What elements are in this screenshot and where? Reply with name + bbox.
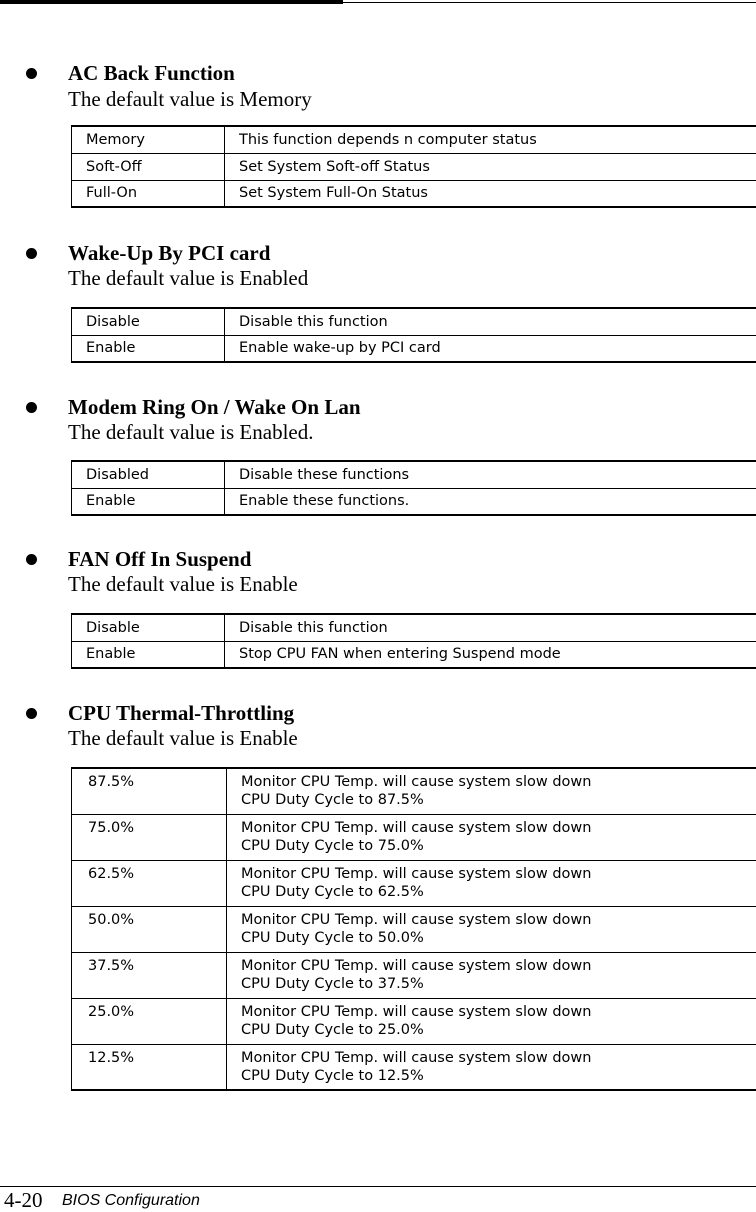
description-line: Monitor CPU Temp. will cause system slow down xyxy=(241,773,756,791)
description-cell: Disable these functions xyxy=(225,461,756,488)
option-cell: Disable xyxy=(72,614,225,641)
table-row xyxy=(72,814,756,860)
option-cell: 50.0% xyxy=(72,906,227,952)
option-cell: 62.5% xyxy=(72,860,227,906)
option-cell: 12.5% xyxy=(72,1044,227,1090)
description-line: CPU Duty Cycle to 37.5% xyxy=(241,975,756,993)
description-line: Monitor CPU Temp. will cause system slow down xyxy=(241,1003,756,1021)
bullet-icon xyxy=(26,68,37,79)
bullet-icon xyxy=(26,248,37,259)
table-row xyxy=(72,952,756,998)
option-cell: Enable xyxy=(72,335,225,362)
options-table xyxy=(71,613,756,669)
description-cell xyxy=(227,952,756,998)
description-line: CPU Duty Cycle to 87.5% xyxy=(241,791,756,809)
description-cell: Disable this function xyxy=(225,614,756,641)
option-cell: Memory xyxy=(72,126,225,153)
option-cell: Disabled xyxy=(72,461,225,488)
description-cell xyxy=(227,860,756,906)
table-row xyxy=(72,1044,756,1090)
table-row xyxy=(72,126,756,153)
description-cell: Set System Soft-off Status xyxy=(225,153,756,180)
options-table xyxy=(71,307,756,363)
option-cell: Disable xyxy=(72,308,225,335)
section-title: CPU Thermal-Throttling xyxy=(68,701,294,725)
description-cell xyxy=(227,906,756,952)
option-cell: Enable xyxy=(72,641,225,668)
table-row xyxy=(72,488,756,515)
default-value-text: The default value is Enabled. xyxy=(68,420,314,444)
description-cell xyxy=(227,768,756,814)
bullet-icon xyxy=(26,402,37,413)
section-title: Modem Ring On / Wake On Lan xyxy=(68,395,361,419)
table-row xyxy=(72,641,756,668)
description-line: Monitor CPU Temp. will cause system slow down xyxy=(241,819,756,837)
section-title: Wake-Up By PCI card xyxy=(68,241,270,265)
table-row xyxy=(72,906,756,952)
option-cell: Soft-Off xyxy=(72,153,225,180)
bullet-icon xyxy=(26,554,37,565)
description-line: Monitor CPU Temp. will cause system slow down xyxy=(241,911,756,929)
options-table xyxy=(71,767,756,1091)
description-cell: Stop CPU FAN when entering Suspend mode xyxy=(225,641,756,668)
default-value-text: The default value is Enable xyxy=(68,726,298,750)
chapter-title: BIOS Configuration xyxy=(62,1191,200,1211)
bullet-icon xyxy=(26,708,37,719)
description-line: CPU Duty Cycle to 50.0% xyxy=(241,929,756,947)
footer-rule xyxy=(0,1186,756,1187)
option-cell: 37.5% xyxy=(72,952,227,998)
options-table xyxy=(71,125,756,208)
default-value-text: The default value is Memory xyxy=(68,87,312,111)
description-line: Monitor CPU Temp. will cause system slow down xyxy=(241,1049,756,1067)
table-row xyxy=(72,461,756,488)
description-cell xyxy=(227,1044,756,1090)
option-cell: Full-On xyxy=(72,180,225,207)
page-number: 4-20 xyxy=(4,1188,43,1212)
options-table xyxy=(71,460,756,516)
default-value-text: The default value is Enabled xyxy=(68,266,308,290)
option-cell: 87.5% xyxy=(72,768,227,814)
table-row xyxy=(72,308,756,335)
description-cell xyxy=(227,814,756,860)
table-row xyxy=(72,860,756,906)
table-row xyxy=(72,998,756,1044)
description-cell: Set System Full-On Status xyxy=(225,180,756,207)
section-title: FAN Off In Suspend xyxy=(68,547,251,571)
description-line: Monitor CPU Temp. will cause system slow down xyxy=(241,957,756,975)
default-value-text: The default value is Enable xyxy=(68,572,298,596)
description-line: CPU Duty Cycle to 62.5% xyxy=(241,883,756,901)
description-line: CPU Duty Cycle to 12.5% xyxy=(241,1067,756,1085)
option-cell: Enable xyxy=(72,488,225,515)
description-line: Monitor CPU Temp. will cause system slow down xyxy=(241,865,756,883)
table-row xyxy=(72,153,756,180)
table-row xyxy=(72,768,756,814)
description-cell: Disable this function xyxy=(225,308,756,335)
option-cell: 75.0% xyxy=(72,814,227,860)
section-title: AC Back Function xyxy=(68,61,235,85)
table-row xyxy=(72,614,756,641)
table-row xyxy=(72,180,756,207)
header-rule xyxy=(0,0,343,4)
table-row xyxy=(72,335,756,362)
description-line: CPU Duty Cycle to 75.0% xyxy=(241,837,756,855)
description-cell: Enable these functions. xyxy=(225,488,756,515)
description-cell: This function depends n computer status xyxy=(225,126,756,153)
description-cell: Enable wake-up by PCI card xyxy=(225,335,756,362)
header-rule-thin xyxy=(343,2,756,3)
description-line: CPU Duty Cycle to 25.0% xyxy=(241,1021,756,1039)
option-cell: 25.0% xyxy=(72,998,227,1044)
description-cell xyxy=(227,998,756,1044)
